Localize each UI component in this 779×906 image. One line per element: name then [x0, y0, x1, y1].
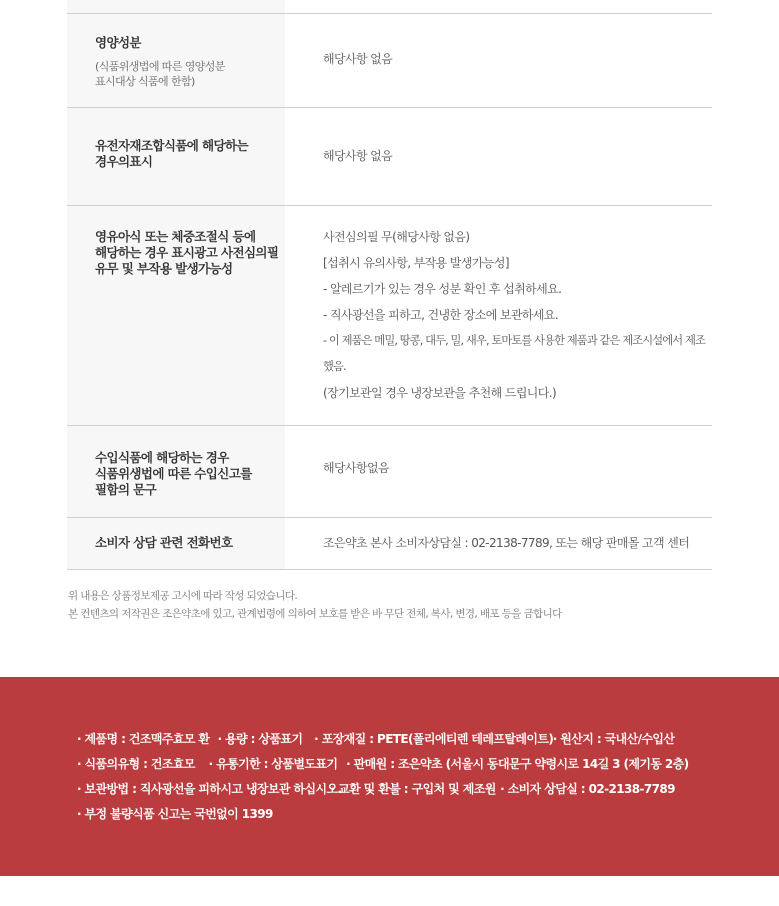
- footer-item: · 부정 불량식품 신고는 국번없이 1399: [77, 807, 273, 821]
- footer-line-1: [77, 730, 674, 747]
- table-row-contact: [67, 517, 712, 569]
- copyright-notice: [68, 587, 562, 623]
- value-line: 사전심의필 무(해당사항 없음): [323, 230, 470, 244]
- row-label: [95, 138, 248, 170]
- label-text-line: 식품위생법에 따른 수입신고를: [95, 466, 252, 481]
- value-line: 조은약초 본사 소비자상담실 : 02-2138-7789, 또는 해당 판매몰 고객 센터: [323, 536, 690, 550]
- footer-item: · 유통기한 : 상품별도표기: [208, 757, 338, 771]
- label-text-line: 유전자재조합식품에 해당하는: [95, 138, 248, 153]
- row-value: [323, 224, 712, 406]
- footer-item: · 교환 및 환불 : 구입처 및 제조원: [330, 782, 496, 796]
- row-value: [323, 143, 392, 169]
- label-subtext-line: (식품위생법에 따른 영양성분: [95, 60, 225, 73]
- value-line: 해당사항 없음: [323, 52, 393, 66]
- table-row-gmo: [67, 107, 712, 205]
- table-top-rule: [67, 13, 712, 14]
- row-label: [95, 229, 278, 277]
- label-text-line: 필함의 문구: [95, 482, 157, 497]
- row-label: [95, 35, 225, 89]
- value-line: - 이 제품은 메밀, 땅콩, 대두, 밀, 새우, 토마토를 사용한 제품과 같은 제조시설에서 제조했음.: [323, 334, 706, 373]
- label-subtext-line: 표시대상 식품에 한함): [95, 75, 195, 88]
- notice-line: 위 내용은 상품정보제공 고시에 따라 작성 되었습니다.: [68, 590, 298, 602]
- row-label: [95, 450, 252, 498]
- footer-item: · 원산지 : 국내산/수입산: [552, 732, 675, 746]
- table-row-precaution: [67, 205, 712, 425]
- table-row-nutrition: [67, 13, 712, 107]
- label-text-line: 영유아식 또는 체중조절식 등에: [95, 229, 256, 244]
- footer-line-3: [77, 780, 675, 797]
- value-line: - 직사광선을 피하고, 건냉한 장소에 보관하세요.: [323, 308, 559, 322]
- footer-item: · 포장재질 : PETE(폴리에티렌 테레프탈레이트): [314, 732, 554, 746]
- value-line: [섭취시 유의사항, 부작용 발생가능성]: [323, 256, 509, 270]
- row-label: [95, 535, 232, 551]
- row-value: [323, 46, 392, 72]
- label-text-line: 수입식품에 해당하는 경우: [95, 450, 229, 465]
- label-text-line: 경우의표시: [95, 154, 153, 169]
- footer-line-4: [77, 805, 273, 822]
- footer-item: · 보관방법 : 직사광선을 피하시고 냉장보관 하십시오.: [77, 782, 342, 796]
- table-row-import: [67, 425, 712, 517]
- value-line: 해당사항 없음: [323, 149, 393, 163]
- footer-item: · 제품명 : 건조맥주효모 환: [77, 732, 210, 746]
- row-value: [323, 530, 689, 556]
- label-text: 영양성분: [95, 35, 141, 50]
- product-info-table: [67, 0, 712, 570]
- table-head-strip: [67, 0, 285, 13]
- notice-line: 본 컨텐츠의 저작권은 조은약초에 있고, 관계법령에 의하여 보호를 받은 바 무단 전체, 복사, 변경, 배포 등을 금합니다: [68, 608, 562, 620]
- footer-item: · 판매원 : 조은약초 (서울시 동대문구 약령시로 14길 3 (제기동 2층): [346, 757, 689, 771]
- product-footer-banner: [0, 677, 779, 876]
- label-text-line: 소비자 상담 관련 전화번호: [95, 535, 233, 550]
- label-text-line: 유무 및 부작용 발생가능성: [95, 261, 233, 276]
- label-subtext: [95, 59, 225, 89]
- row-value: [323, 455, 389, 481]
- footer-item: · 소비자 상담실 : 02-2138-7789: [500, 782, 675, 796]
- label-text-line: 해당하는 경우 표시광고 사전심의필: [95, 245, 279, 260]
- value-line: (장기보관일 경우 냉장보관을 추천해 드립니다.): [323, 386, 557, 400]
- value-line: 해당사항없음: [323, 461, 389, 475]
- value-line: - 알레르기가 있는 경우 성분 확인 후 섭취하세요.: [323, 282, 562, 296]
- footer-line-2: [77, 755, 689, 772]
- footer-item: · 식품의유형 : 건조효모: [77, 757, 195, 771]
- footer-item: · 용량 : 상품표기: [217, 732, 303, 746]
